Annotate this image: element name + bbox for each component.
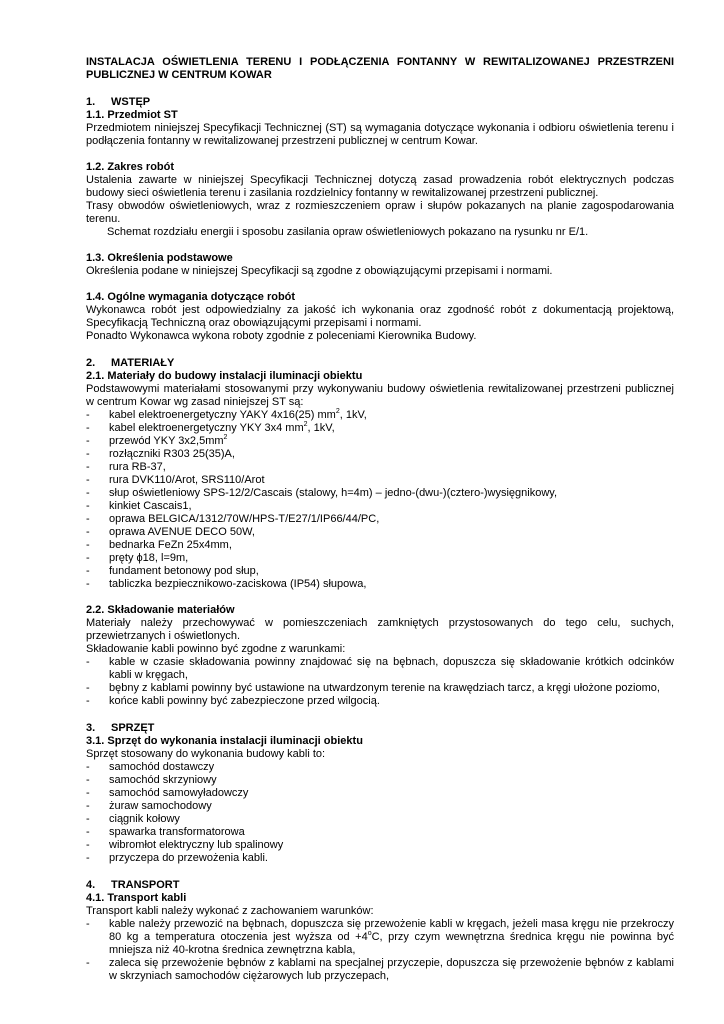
list-item-text: samochód dostawczy xyxy=(109,761,215,773)
list-item-text: kinkiet Cascais1, xyxy=(109,500,192,512)
storage-list xyxy=(86,656,674,708)
subsection-2-2-paragraph: Materiały należy przechowywać w pomieszczeniach zamkniętych przystosowanych do tego celu, suchych, przewietrzanych i oświetlonych. xyxy=(86,617,674,642)
list-item-text: oprawa AVENUE DECO 50W, xyxy=(109,526,255,538)
list-item-text: oprawa BELGICA/1312/70W/HPS-T/E27/1/IP66/44/PC, xyxy=(109,513,380,525)
subsection-2-1-heading: 2.1. Materiały do budowy instalacji iluminacji obiektu xyxy=(86,370,363,382)
list-item: - bębny z kablami powinny być ustawione na utwardzonym terenie na krawędziach tarcz, a kręgi ułożone poziomo, xyxy=(86,682,674,695)
section-4-heading xyxy=(86,879,674,892)
subsection-1-4-paragraph: Ponadto Wykonawca wykona roboty zgodnie z poleceniami Kierownika Budowy. xyxy=(86,330,477,342)
list-item-text: rozłączniki R303 25(35)A, xyxy=(109,448,235,460)
list-item-text: przewód YKY $3x2,5mm^2$ xyxy=(109,434,228,447)
subsection-2-2-heading: 2.2. Składowanie materiałów xyxy=(86,604,235,616)
list-item: - rozłączniki R303 25(35)A, xyxy=(86,448,674,461)
list-item: - tabliczka bezpiecznikowo-zaciskowa (IP54) słupowa, xyxy=(86,578,674,591)
subsection-4-1-intro: Transport kabli należy wykonać z zachowaniem warunków: xyxy=(86,905,374,917)
list-dash: - xyxy=(86,435,90,447)
section-title: WSTĘP xyxy=(111,96,151,108)
list-item-text: rura RB-37, xyxy=(109,461,166,473)
list-item-text: spawarka transformatorowa xyxy=(109,826,245,838)
list-item-text: samochód samowyładowczy xyxy=(109,787,249,799)
section-1-heading xyxy=(86,96,674,109)
list-item xyxy=(86,409,674,422)
subsection-1-1-heading: 1.1. Przedmiot ST xyxy=(86,109,178,121)
list-dash: - xyxy=(86,422,90,434)
subsection-1-2-heading: 1.2. Zakres robót xyxy=(86,161,175,173)
list-item-text: rura DVK110/Arot, SRS110/Arot xyxy=(109,474,265,486)
list-item: - fundament betonowy pod słup, xyxy=(86,565,674,578)
section-number: 4. xyxy=(86,879,96,891)
list-item-text: kabel elektroenergetyczny YKY 3x4 $mm^2$, 1kV, xyxy=(109,421,335,434)
list-item: - rura RB-37, xyxy=(86,461,674,474)
list-item: - końce kabli powinny być zabezpieczone przed wilgocią. xyxy=(86,695,674,708)
list-dash: - xyxy=(86,409,90,421)
list-item: - wibromłot elektryczny lub spalinowy xyxy=(86,839,674,852)
subsection-3-1-intro: Sprzęt stosowany do wykonania budowy kabli to: xyxy=(86,748,326,760)
list-item: - samochód skrzyniowy xyxy=(86,774,674,787)
subsection-1-1-text: Przedmiotem niniejszej Specyfikacji Technicznej (ST) są wymagania dotyczące wykonania i odbioru oświetlenia terenu i podłączenia fontanny w rewitalizowanej przestrzeni publicznej w centrum Kowar. xyxy=(86,122,674,147)
list-item-text: zaleca się przewożenie bębnów z kablami na specjalnej przyczepie, dopuszcza się przewożenie bębnów z kablami w skrzyniach samochodów ciężarowych lub przyczepach, xyxy=(109,957,674,982)
section-title: MATERIAŁY xyxy=(111,357,175,369)
transport-list xyxy=(86,918,674,983)
document-title: INSTALACJA OŚWIETLENIA TERENU I PODŁĄCZENIA FONTANNY W REWITALIZOWANEJ PRZESTRZENI PUBLICZNEJ W CENTRUM KOWAR xyxy=(86,56,674,81)
list-item: - bednarka FeZn 25x4mm, xyxy=(86,539,674,552)
list-item: - przyczepa do przewożenia kabli. xyxy=(86,852,674,865)
subsection-1-2-paragraph: Ustalenia zawarte w niniejszej Specyfikacji Technicznej dotyczą zasad prowadzenia robót elektrycznych podczas budowy sieci oświetlenia terenu i zasilania rozdzielnicy fontanny w rewitalizowanej przestrzeni publicznej. xyxy=(86,174,674,199)
list-item-text: żuraw samochodowy xyxy=(109,800,212,812)
list-item: - oprawa AVENUE DECO 50W, xyxy=(86,526,674,539)
section-number: 3. xyxy=(86,722,96,734)
list-item-text: kable w czasie składowania powinny znajdować się na bębnach, dopuszcza się składowanie krótkich odcinków kabli w kręgach, xyxy=(109,656,674,681)
section-title: SPRZĘT xyxy=(111,722,155,734)
subsection-2-1-intro: Podstawowymi materiałami stosowanymi przy wykonywaniu budowy oświetlenia rewitalizowanej przestrzeni publicznej w centrum Kowar wg zasad niniejszej ST są: xyxy=(86,383,674,408)
subsection-1-3-heading: 1.3. Określenia podstawowe xyxy=(86,252,233,264)
list-item: - spawarka transformatorowa xyxy=(86,826,674,839)
subsection-1-2-paragraph: Schemat rozdziału energii i sposobu zasilania opraw oświetleniowych pokazano na rysunku nr E/1. xyxy=(107,226,589,238)
list-item-text: samochód skrzyniowy xyxy=(109,774,217,786)
subsection-4-1-heading: 4.1. Transport kabli xyxy=(86,892,187,904)
list-item: - żuraw samochodowy xyxy=(86,800,674,813)
list-item-text: przyczepa do przewożenia kabli. xyxy=(109,852,268,864)
subsection-1-2-paragraph: Trasy obwodów oświetleniowych, wraz z rozmieszczeniem opraw i słupów pokazanych na planie zagospodarowania terenu. xyxy=(86,200,674,225)
list-item: - słup oświetleniowy SPS-12/2/Cascais (stalowy, h=4m) – jedno-(dwu-)(cztero-)wysięgnikowy, xyxy=(86,487,674,500)
list-item: - kable należy przewozić na bębnach, dopuszcza się przewożenie kabli w kręgach, jeżeli masa kręgu nie przekroczy 80 kg a temperatura otoczenia jest wyższa od $+4^oC$, przy czym wewnętrzna średnica kręgu nie powinna być mniejsza niż 40-krotna średnica zewnętrzna kabla, xyxy=(86,918,674,956)
document-page xyxy=(86,56,674,983)
list-item-text: kable należy przewozić na bębnach, dopuszcza się przewożenie kabli w kręgach, jeżeli masa kręgu nie przekroczy 80 kg a temperatura otoczenia jest wyższa od $+4^oC$, przy czym wewnętrzna średnica kręgu nie powinna być mniejsza niż 40-krotna średnica zewnętrzna kabla, xyxy=(109,918,674,956)
list-item-text: ciągnik kołowy xyxy=(109,813,180,825)
section-number: 1. xyxy=(86,96,96,108)
list-item-text: bębny z kablami powinny być ustawione na utwardzonym terenie na krawędziach tarcz, a kręgi ułożone poziomo, xyxy=(109,682,660,694)
subsection-2-2-paragraph: Składowanie kabli powinno być zgodne z warunkami: xyxy=(86,643,346,655)
list-item: - kinkiet Cascais1, xyxy=(86,500,674,513)
subsection-1-4-paragraph: Wykonawca robót jest odpowiedzialny za jakość ich wykonania oraz zgodność robót z dokumentacją projektową, Specyfikacją Techniczną oraz obowiązującymi przepisami i normami. xyxy=(86,304,674,329)
subsection-1-4-heading: 1.4. Ogólne wymagania dotyczące robót xyxy=(86,291,296,303)
list-item: - oprawa BELGICA/1312/70W/HPS-T/E27/1/IP66/44/PC, xyxy=(86,513,674,526)
list-item-text: kabel elektroenergetyczny YAKY 4x16(25) $mm^2$, 1kV, xyxy=(109,408,367,421)
section-number: 2. xyxy=(86,357,96,369)
list-item: - ciągnik kołowy xyxy=(86,813,674,826)
list-item: - pręty ϕ18, l=9m, xyxy=(86,552,674,565)
list-item xyxy=(86,422,674,435)
section-3-heading xyxy=(86,722,674,735)
list-item: - zaleca się przewożenie bębnów z kablami na specjalnej przyczepie, dopuszcza się przewożenie bębnów z kablami w skrzyniach samochodów ciężarowych lub przyczepach, xyxy=(86,957,674,982)
list-item-text: tabliczka bezpiecznikowo-zaciskowa (IP54) słupowa, xyxy=(109,578,367,590)
list-item-text: słup oświetleniowy SPS-12/2/Cascais (stalowy, h=4m) – jedno-(dwu-)(cztero-)wysięgnikowy, xyxy=(109,487,558,499)
list-item xyxy=(86,435,674,448)
section-title: TRANSPORT xyxy=(111,879,180,891)
subsection-3-1-heading: 3.1. Sprzęt do wykonania instalacji iluminacji obiektu xyxy=(86,735,363,747)
materials-list xyxy=(86,409,674,591)
section-2-heading xyxy=(86,357,674,370)
list-item-text: wibromłot elektryczny lub spalinowy xyxy=(109,839,284,851)
list-item-text: fundament betonowy pod słup, xyxy=(109,565,259,577)
list-item-text: bednarka FeZn 25x4mm, xyxy=(109,539,232,551)
list-item-text: końce kabli powinny być zabezpieczone przed wilgocią. xyxy=(109,695,380,707)
subsection-1-3-text: Określenia podane w niniejszej Specyfikacji są zgodne z obowiązującymi przepisami i normami. xyxy=(86,265,553,277)
list-item-text: pręty ϕ18, l=9m, xyxy=(109,552,189,564)
equipment-list xyxy=(86,761,674,865)
list-item: - samochód samowyładowczy xyxy=(86,787,674,800)
list-item: - samochód dostawczy xyxy=(86,761,674,774)
list-item: - rura DVK110/Arot, SRS110/Arot xyxy=(86,474,674,487)
list-item: - kable w czasie składowania powinny znajdować się na bębnach, dopuszcza się składowanie krótkich odcinków kabli w kręgach, xyxy=(86,656,674,681)
